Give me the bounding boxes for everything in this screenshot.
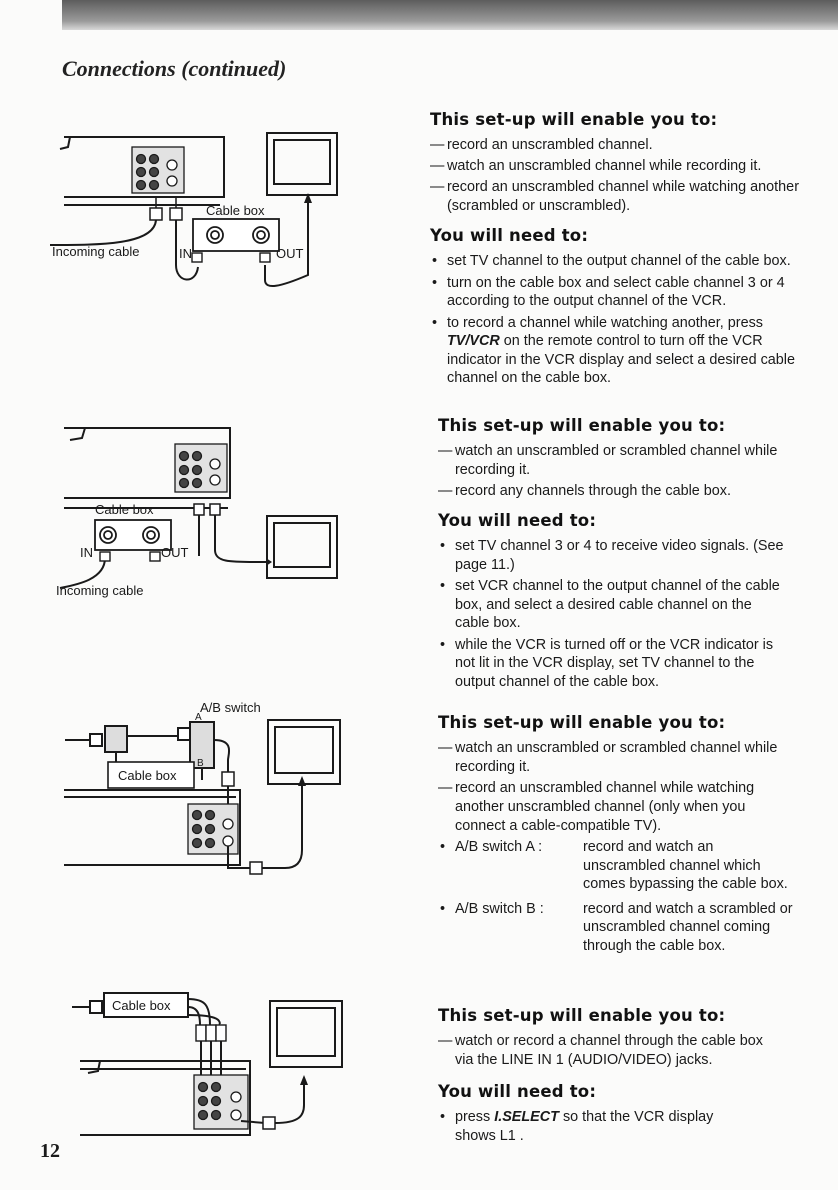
enable-item: — record an unscrambled channel. bbox=[430, 137, 653, 153]
setup-4-text bbox=[438, 1006, 783, 1148]
label-cable-box: Cable box bbox=[112, 998, 171, 1013]
cable-box bbox=[193, 219, 279, 251]
need-item: • to record a channel while watching another, press TV/VCR on the remote control to turn off the VCR indicator in the VCR display and select a desired cable channel on the cable box. bbox=[432, 314, 795, 386]
label-ab-switch: A/B switch bbox=[200, 700, 261, 715]
top-gray-band bbox=[62, 0, 838, 30]
heading-enable: This set-up will enable you to: bbox=[438, 1006, 726, 1025]
enable-item: — watch an unscrambled or scrambled channel while recording it. bbox=[438, 740, 778, 775]
label-out: OUT bbox=[276, 246, 304, 261]
label-in: IN bbox=[179, 246, 192, 261]
vcr-jack-panel bbox=[132, 147, 184, 193]
key-i-select: I.SELECT bbox=[494, 1109, 559, 1125]
need-item: • press I.SELECT so that the VCR display shows L1 . bbox=[440, 1109, 714, 1144]
heading-need: You will need to: bbox=[438, 511, 597, 530]
heading-need: You will need to: bbox=[430, 226, 589, 245]
diagram-setup-3 bbox=[60, 700, 360, 885]
enable-item: — watch an unscrambled or scrambled channel while recording it. bbox=[438, 443, 778, 478]
switch-b-item: • A/B switch B : record and watch a scrambled or unscrambled channel coming through the cable box. bbox=[440, 900, 793, 954]
label-cable-box: Cable box bbox=[206, 203, 265, 218]
heading-enable: This set-up will enable you to: bbox=[430, 110, 718, 129]
label-a: A bbox=[195, 712, 202, 723]
key-tv-vcr: TV/VCR bbox=[447, 333, 500, 349]
label-in: IN bbox=[80, 545, 93, 560]
heading-need: You will need to: bbox=[438, 1082, 597, 1101]
enable-item: — record an unscrambled channel while watching another unscrambled channel (only when you connect a cable-compatible TV). bbox=[438, 780, 755, 834]
label-cable-box: Cable box bbox=[95, 502, 154, 517]
page-number: 12 bbox=[40, 1140, 60, 1162]
need-item: • turn on the cable box and select cable channel 3 or 4 according to the output channel of the VCR. bbox=[432, 274, 785, 309]
need-item: • set VCR channel to the output channel of the cable box, and select a desired cable channel on the cable box. bbox=[440, 578, 780, 631]
label-incoming-cable: Incoming cable bbox=[52, 244, 140, 259]
need-item: • set TV channel 3 or 4 to receive video signals. (See page 11.) bbox=[440, 538, 784, 573]
label-incoming-cable: Incoming cable bbox=[56, 583, 144, 598]
coax-connectors bbox=[150, 197, 182, 220]
label-cable-box: Cable box bbox=[118, 768, 177, 783]
label-out: OUT bbox=[161, 545, 189, 560]
diagram-setup-4 bbox=[60, 985, 360, 1145]
setup-1-text bbox=[430, 110, 805, 391]
enable-item: — watch or record a channel through the cable box via the LINE IN 1 (AUDIO/VIDEO) jacks. bbox=[438, 1033, 763, 1068]
setup-2-text bbox=[438, 416, 788, 694]
diagram-setup-1 bbox=[40, 125, 360, 300]
label-b: B bbox=[197, 758, 204, 769]
need-item: • while the VCR is turned off or the VCR indicator is not lit in the VCR display, set TV channel to the output channel of the cable box. bbox=[440, 636, 774, 690]
tv-set bbox=[267, 133, 337, 195]
diagram-setup-2 bbox=[40, 420, 360, 605]
section-title: Connections (continued) bbox=[62, 56, 287, 81]
heading-enable: This set-up will enable you to: bbox=[438, 713, 726, 732]
need-item: • set TV channel to the output channel of the cable box. bbox=[432, 253, 791, 269]
enable-item: — record an unscrambled channel while watching another (scrambled or unscrambled). bbox=[430, 179, 799, 214]
enable-item: — record any channels through the cable box. bbox=[438, 483, 732, 499]
heading-enable: This set-up will enable you to: bbox=[438, 416, 726, 435]
enable-item: — watch an unscrambled channel while recording it. bbox=[430, 158, 762, 174]
setup-3-text bbox=[438, 713, 798, 958]
switch-a-item: • A/B switch A : record and watch an unscrambled channel which comes bypassing the cable box. bbox=[440, 839, 788, 892]
